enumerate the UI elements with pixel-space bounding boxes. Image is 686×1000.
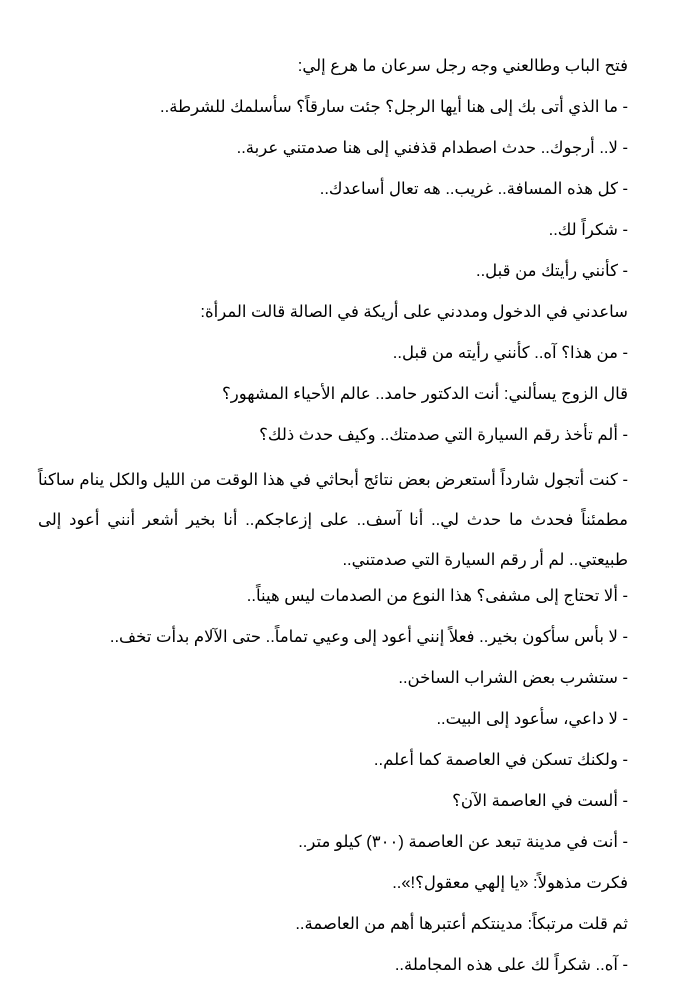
paragraph-12: - ألا تحتاج إلى مشفى؟ هذا النوع من الصدمات ليس هيناً.. — [246, 587, 628, 605]
paragraph-6: - كأنني رأيتك من قبل.. — [476, 262, 628, 280]
document-page — [38, 50, 628, 990]
paragraph-15: - لا داعي، سأعود إلى البيت.. — [436, 710, 628, 728]
paragraph-13: - لا بأس سأكون بخير.. فعلاً إنني أعود إلى وعيي تماماً.. حتى الآلام بدأت تخف.. — [109, 628, 628, 646]
paragraph-1: فتح الباب وطالعني وجه رجل سرعان ما هرع إلي: — [297, 57, 628, 75]
paragraph-3: - لا.. أرجوك.. حدث اصطدام قذفني إلى هنا صدمتني عربة.. — [236, 139, 628, 157]
paragraph-8: - من هذا؟ آه.. كأنني رأيته من قبل.. — [392, 344, 628, 362]
paragraph-11: - كنت أتجول شارداً أستعرض بعض نتائج أبحاثي في هذا الوقت من الليل والكل ينام ساكناً مطمئناً فحدث ما حدث لي.. أنا آسف.. على إزعاجكم.. أنا بخير أشعر أنني أعود إلى طبيعتي.. لم أر رقم السيارة التي صدمتني.. — [38, 471, 628, 569]
paragraph-19: فكرت مذهولاً: «يا إلهي معقول؟!».. — [392, 874, 628, 892]
paragraph-7: ساعدني في الدخول ومددني على أريكة في الصالة قالت المرأة: — [200, 303, 628, 321]
paragraph-20: ثم قلت مرتبكاً: مدينتكم أعتبرها أهم من العاصمة.. — [295, 915, 628, 933]
paragraph-4: - كل هذه المسافة.. غريب.. هه تعال أساعدك.. — [319, 180, 628, 198]
paragraph-17: - ألست في العاصمة الآن؟ — [452, 792, 628, 810]
paragraph-5: - شكراً لك.. — [548, 221, 628, 239]
paragraph-10: - ألم تأخذ رقم السيارة التي صدمتك.. وكيف حدث ذلك؟ — [259, 426, 628, 444]
paragraph-9: قال الزوج يسألني: أنت الدكتور حامد.. عالم الأحياء المشهور؟ — [221, 385, 628, 403]
paragraph-14: - ستشرب بعض الشراب الساخن.. — [398, 669, 628, 687]
paragraph-21: - آه.. شكراً لك على هذه المجاملة.. — [394, 956, 628, 974]
paragraph-2: - ما الذي أتى بك إلى هنا أيها الرجل؟ جئت سارقاً؟ سأسلمك للشرطة.. — [160, 98, 628, 116]
paragraph-16: - ولكنك تسكن في العاصمة كما أعلم.. — [373, 751, 628, 769]
paragraph-18: - أنت في مدينة تبعد عن العاصمة (٣٠٠) كيلو متر.. — [298, 833, 628, 851]
